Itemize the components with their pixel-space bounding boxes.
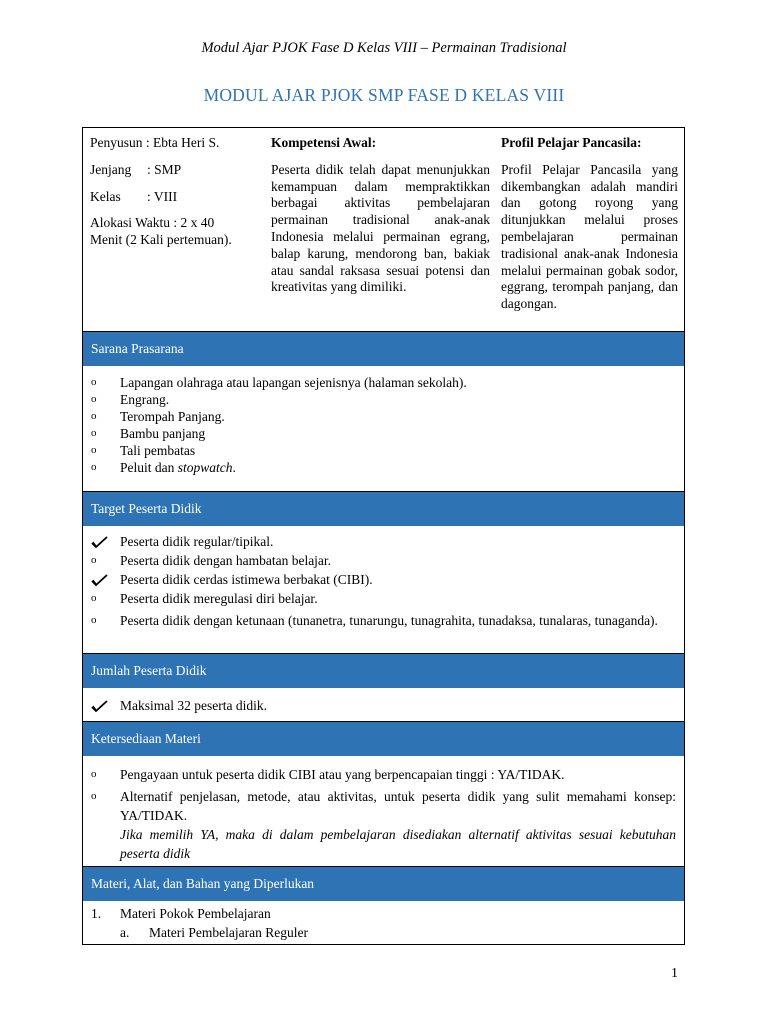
list-item-text: Peserta didik meregulasi diri belajar. — [120, 591, 318, 606]
identity-row — [83, 128, 684, 332]
item-text: Materi Pokok Pembelajaran — [120, 906, 271, 921]
list-item-text: Terompah Panjang. — [120, 409, 225, 424]
list-item-text: Pengayaan untuk peserta didik CIBI atau yang berpencapaian tinggi : YA/TIDAK. — [120, 767, 565, 782]
jenjang-label: Jenjang — [90, 161, 132, 177]
circle-bullet-icon: o — [91, 461, 97, 473]
circle-bullet-icon: o — [91, 554, 97, 566]
list-item — [83, 374, 684, 391]
alokasi-line-1: Alokasi Waktu : 2 x 40 — [90, 215, 215, 231]
list-item — [83, 571, 684, 588]
list-item-text: Peluit dan — [120, 460, 178, 475]
list-item — [83, 442, 684, 459]
checkmark-icon — [91, 697, 111, 713]
list-item-suffix: . — [232, 460, 236, 475]
penyusun-line: Penyusun : Ebta Heri S. — [90, 135, 220, 150]
list-item-text: Peserta didik dengan ketunaan (tunanetra, tunarungu, tunagrahita, tunadaksa, tunalaras, tunaganda). — [120, 613, 658, 628]
alokasi-line — [90, 215, 271, 249]
sarana-body — [83, 366, 684, 492]
checkmark-icon — [91, 571, 111, 587]
list-item-text: Bambu panjang — [120, 426, 206, 441]
profil-column — [501, 128, 684, 331]
list-item-text: Tali pembatas — [120, 443, 196, 458]
checkmark-icon — [91, 533, 111, 549]
sub-item — [91, 924, 684, 941]
list-item-text: Engrang. — [120, 392, 170, 407]
target-body — [83, 526, 684, 654]
list-item-text: Lapangan olahraga atau lapangan sejenisnya (halaman sekolah). — [120, 375, 467, 390]
page-number: 1 — [671, 966, 678, 981]
jenjang-line: Jenjang : SMP — [90, 161, 182, 177]
list-item — [83, 408, 684, 425]
list-item — [83, 533, 684, 550]
list-item — [83, 697, 684, 714]
circle-bullet-icon: o — [91, 614, 97, 626]
target-list — [83, 533, 684, 630]
circle-bullet-icon: o — [91, 444, 97, 456]
identity-column — [83, 128, 271, 331]
list-item-text: Peserta didik dengan hambatan belajar. — [120, 553, 332, 568]
circle-bullet-icon: o — [91, 592, 97, 604]
sarana-list — [83, 374, 684, 476]
jumlah-list — [83, 697, 684, 714]
penyusun-value: Ebta Heri S. — [153, 135, 220, 150]
numbered-item — [91, 905, 684, 922]
profil-text: Profil Pelajar Pancasila yang dikembangkan adalah mandiri dan gotong royong yang ditunjukkan melalui proses pembelajaran permainan tradisional anak-anak Indonesia melalui permainan gobak sodor, eggrang, terompah panjang, dan dagongan. — [501, 161, 678, 312]
section-heading-target: Target Peserta Didik — [83, 492, 684, 526]
alokasi-line-2: Menit (2 Kali pertemuan). — [90, 232, 232, 248]
document-title: MODUL AJAR PJOK SMP FASE D KELAS VIII — [203, 85, 565, 105]
section-heading-materi: Materi, Alat, dan Bahan yang Diperlukan — [83, 867, 684, 901]
profil-heading: Profil Pelajar Pancasila: — [501, 135, 642, 150]
kelas-label: Kelas — [90, 188, 121, 204]
kompetensi-heading: Kompetensi Awal: — [271, 135, 377, 150]
list-item-note: Jika memilih YA, maka di dalam pembelajaran disediakan alternatif aktivitas sesuai kebutuhan peserta didik — [120, 827, 676, 861]
list-item-italic: stopwatch — [177, 460, 233, 475]
kelas-value: VIII — [153, 188, 178, 204]
section-heading-jumlah: Jumlah Peserta Didik — [83, 654, 684, 688]
circle-bullet-icon: o — [91, 427, 97, 439]
list-item-text: Alternatif penjelasan, metode, atau aktivitas, untuk peserta didik yang sulit memahami konsep: YA/TIDAK. — [120, 789, 676, 823]
ketersediaan-list — [83, 766, 684, 863]
jenjang-value: SMP — [154, 161, 182, 177]
circle-bullet-icon: o — [91, 410, 97, 422]
sub-item-letter: a. — [120, 925, 130, 940]
ketersediaan-body — [83, 756, 684, 867]
list-item — [83, 766, 684, 783]
section-heading-ketersediaan: Ketersediaan Materi — [83, 722, 684, 756]
section-heading-sarana: Sarana Prasarana — [83, 332, 684, 366]
sub-item-text: Materi Pembelajaran Reguler — [149, 925, 308, 940]
jumlah-body — [83, 688, 684, 722]
materi-list — [83, 901, 684, 941]
module-table — [82, 127, 685, 945]
kompetensi-column — [271, 128, 501, 331]
list-item-text: Maksimal 32 peserta didik. — [120, 698, 267, 713]
list-item — [83, 425, 684, 442]
list-item — [83, 459, 684, 476]
kelas-line: Kelas : VIII — [90, 188, 178, 204]
circle-bullet-icon: o — [91, 393, 97, 405]
list-item — [83, 391, 684, 408]
list-item-text: Peserta didik cerdas istimewa berbakat (CIBI). — [120, 572, 373, 587]
list-item — [83, 787, 684, 863]
penyusun-label: Penyusun — [90, 135, 143, 150]
list-item-text: Peserta didik regular/tipikal. — [120, 534, 274, 549]
list-item — [83, 590, 684, 607]
circle-bullet-icon: o — [91, 790, 97, 802]
circle-bullet-icon: o — [91, 376, 97, 388]
running-header: Modul Ajar PJOK Fase D Kelas VIII – Permainan Tradisional — [201, 40, 567, 56]
list-item — [83, 611, 684, 630]
circle-bullet-icon: o — [91, 768, 97, 780]
item-number: 1. — [91, 906, 102, 921]
kompetensi-text: Peserta didik telah dapat menunjukkan kemampuan dalam mempraktikkan berbagai aktivitas pembelajaran permainan tradisional anak-anak Indonesia melalui permainan egrang, balap karung, mendorong ban, bakiak atau sandal raksasa sesuai potensi dan kreativitas yang dimiliki. — [271, 161, 490, 295]
list-item — [83, 552, 684, 569]
